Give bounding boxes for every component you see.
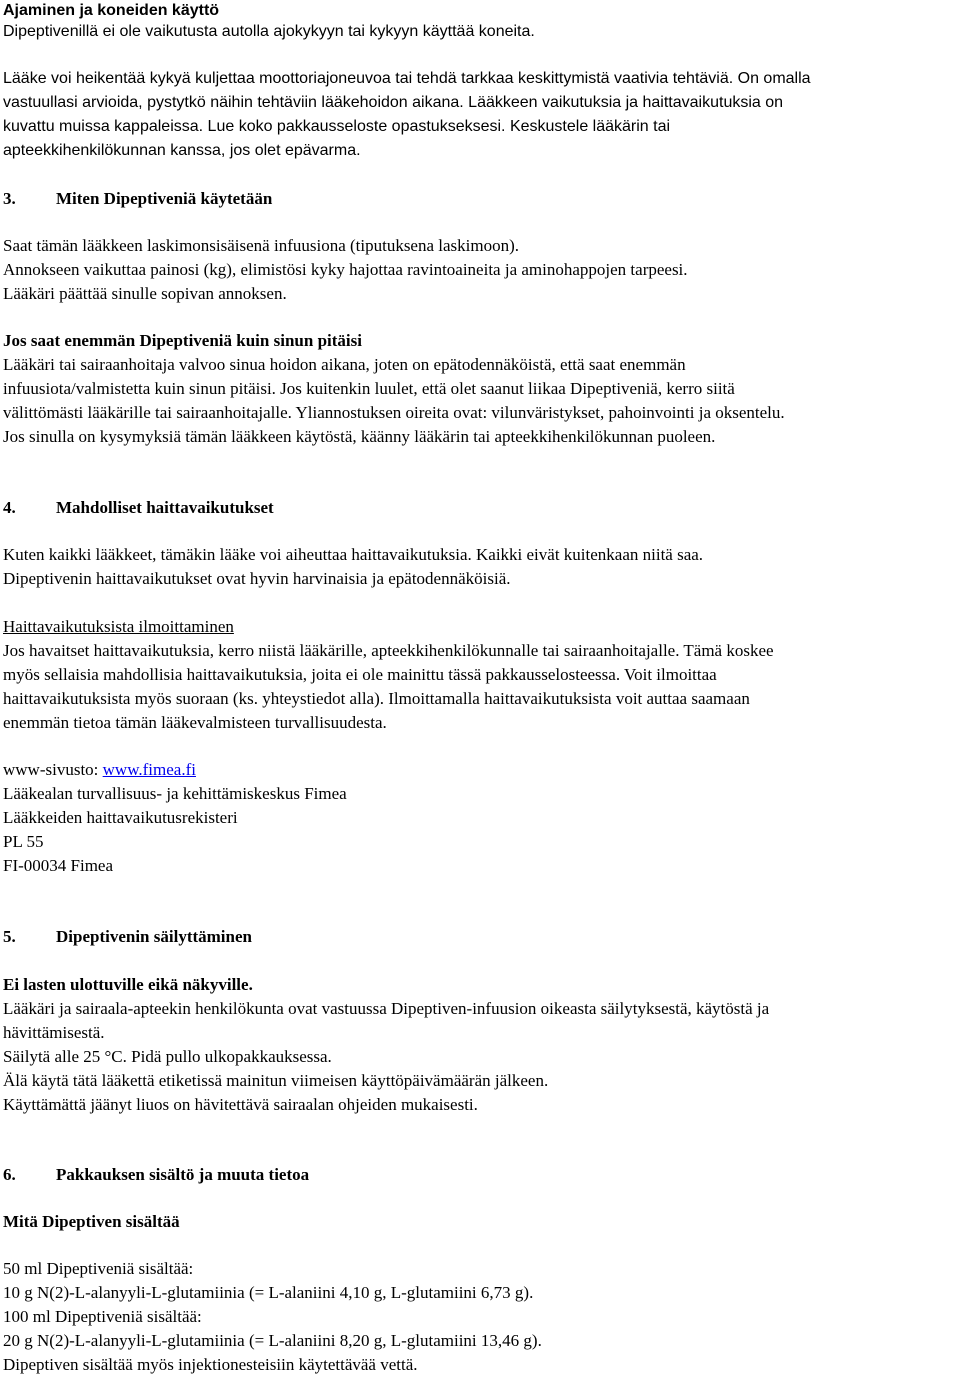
driving-line: Lääke voi heikentää kykyä kuljettaa moottoriajoneuvoa tai tehdä tarkkaa keskittymistä vaativia tehtäviä. On omalla [3, 70, 811, 87]
section-5-line: hävittämisestä. [3, 1023, 105, 1042]
section-5-line: Lääkäri ja sairaala-apteekin henkilökunta ovat vastuussa Dipeptiven-infuusion oikeasta säilytyksestä, käytöstä ja [3, 999, 770, 1018]
driving-line: vastuullasi arvioida, pystytkö näihin tehtäviin lääkehoidon aikana. Lääkkeen vaikutuksia ja haittavaikutuksia on [3, 94, 784, 111]
overdose-heading: Jos saat enemmän Dipeptiveniä kuin sinun pitäisi [3, 331, 362, 350]
section-number: 6. [3, 1165, 16, 1184]
reporting-line: Jos havaitset haittavaikutuksia, kerro niistä lääkärille, apteekkihenkilökunnalle tai sairaanhoitajalle. Tämä koskee [3, 641, 774, 660]
reporting-line: enemmän tietoa tämän lääkevalmisteen turvallisuudesta. [3, 713, 387, 732]
section-6-line: Dipeptiven sisältää myös injektionesteisiin käytettävää vettä. [3, 1355, 418, 1374]
section-6-line: 100 ml Dipeptiveniä sisältää: [3, 1307, 202, 1326]
section-title: Mahdolliset haittavaikutukset [56, 498, 274, 517]
section-6-line: 20 g N(2)-L-alanyyli-L-glutamiinia (= L-alaniini 8,20 g, L-glutamiini 13,46 g). [3, 1331, 542, 1350]
section-5-line: Käyttämättä jäänyt liuos on hävitettävä sairaalan ohjeiden mukaisesti. [3, 1095, 478, 1114]
overdose-line: Jos sinulla on kysymyksiä tämän lääkkeen käytöstä, käänny lääkärin tai apteekkihenkilökunnan puoleen. [3, 427, 716, 446]
fimea-website-link[interactable]: www.fimea.fi [102, 760, 196, 779]
address-line: Lääkealan turvallisuus- ja kehittämiskeskus Fimea [3, 784, 347, 803]
section-title: Miten Dipeptiveniä käytetään [56, 189, 273, 208]
driving-heading: Ajaminen ja koneiden käyttö [3, 2, 220, 19]
section-6-heading [3, 1164, 309, 1186]
overdose-line: välittömästi lääkärille tai sairaanhoitajalle. Yliannostuksen oireita ovat: vilunväristykset, pahoinvointi ja oksentelu. [3, 403, 785, 422]
section-4-heading [3, 497, 274, 519]
section-3-line: Saat tämän lääkkeen laskimonsisäisenä infuusiona (tiputuksena laskimoon). [3, 236, 520, 255]
driving-line: Dipeptivenillä ei ole vaikutusta autolla ajokykyyn tai kykyyn käyttää koneita. [3, 23, 535, 40]
address-line: PL 55 [3, 832, 44, 851]
reporting-heading: Haittavaikutuksista ilmoittaminen [3, 617, 234, 636]
driving-line: apteekkihenkilökunnan kanssa, jos olet epävarma. [3, 142, 361, 159]
section-5-line: Älä käytä tätä lääkettä etiketissä mainitun viimeisen käyttöpäivämäärän jälkeen. [3, 1071, 549, 1090]
section-3-heading [3, 188, 272, 210]
section-number: 3. [3, 189, 16, 208]
section-5-line: Säilytä alle 25 °C. Pidä pullo ulkopakkauksessa. [3, 1047, 332, 1066]
overdose-line: infuusiota/valmistetta kuin sinun pitäisi. Jos kuitenkin luulet, että olet saanut liikaa Dipeptiveniä, kerro siitä [3, 379, 735, 398]
address-line: Lääkkeiden haittavaikutusrekisteri [3, 808, 238, 827]
section-title: Dipeptivenin säilyttäminen [56, 927, 252, 946]
website-label: www-sivusto: [3, 760, 103, 779]
section-number: 4. [3, 498, 16, 517]
contents-heading: Mitä Dipeptiven sisältää [3, 1212, 180, 1231]
driving-line: kuvattu muissa kappaleissa. Lue koko pakkausseloste opastukseksesi. Keskustele lääkärin tai [3, 118, 671, 135]
section-number: 5. [3, 927, 16, 946]
section-4-line: Dipeptivenin haittavaikutukset ovat hyvin harvinaisia ja epätodennäköisiä. [3, 569, 511, 588]
website-line [3, 759, 196, 781]
reporting-line: haittavaikutuksista myös suoraan (ks. yhteystiedot alla). Ilmoittamalla haittavaikutuksista voit auttaa saamaan [3, 689, 750, 708]
section-3-line: Lääkäri päättää sinulle sopivan annoksen. [3, 284, 287, 303]
children-warning: Ei lasten ulottuville eikä näkyville. [3, 975, 253, 994]
address-line: FI-00034 Fimea [3, 856, 114, 875]
section-5-heading [3, 926, 252, 948]
reporting-line: myös sellaisia mahdollisia haittavaikutuksia, joita ei ole mainittu tässä pakkausselosteessa. Voit ilmoittaa [3, 665, 717, 684]
section-4-line: Kuten kaikki lääkkeet, tämäkin lääke voi aiheuttaa haittavaikutuksia. Kaikki eivät kuitenkaan niitä saa. [3, 545, 704, 564]
section-title: Pakkauksen sisältö ja muuta tietoa [56, 1165, 310, 1184]
section-6-line: 50 ml Dipeptiveniä sisältää: [3, 1259, 194, 1278]
overdose-line: Lääkäri tai sairaanhoitaja valvoo sinua hoidon aikana, joten on epätodennäköistä, että saat enemmän [3, 355, 686, 374]
section-3-line: Annokseen vaikuttaa painosi (kg), elimistösi kyky hajottaa ravintoaineita ja aminohappojen tarpeesi. [3, 260, 688, 279]
section-6-line: 10 g N(2)-L-alanyyli-L-glutamiinia (= L-alaniini 4,10 g, L-glutamiini 6,73 g). [3, 1283, 534, 1302]
